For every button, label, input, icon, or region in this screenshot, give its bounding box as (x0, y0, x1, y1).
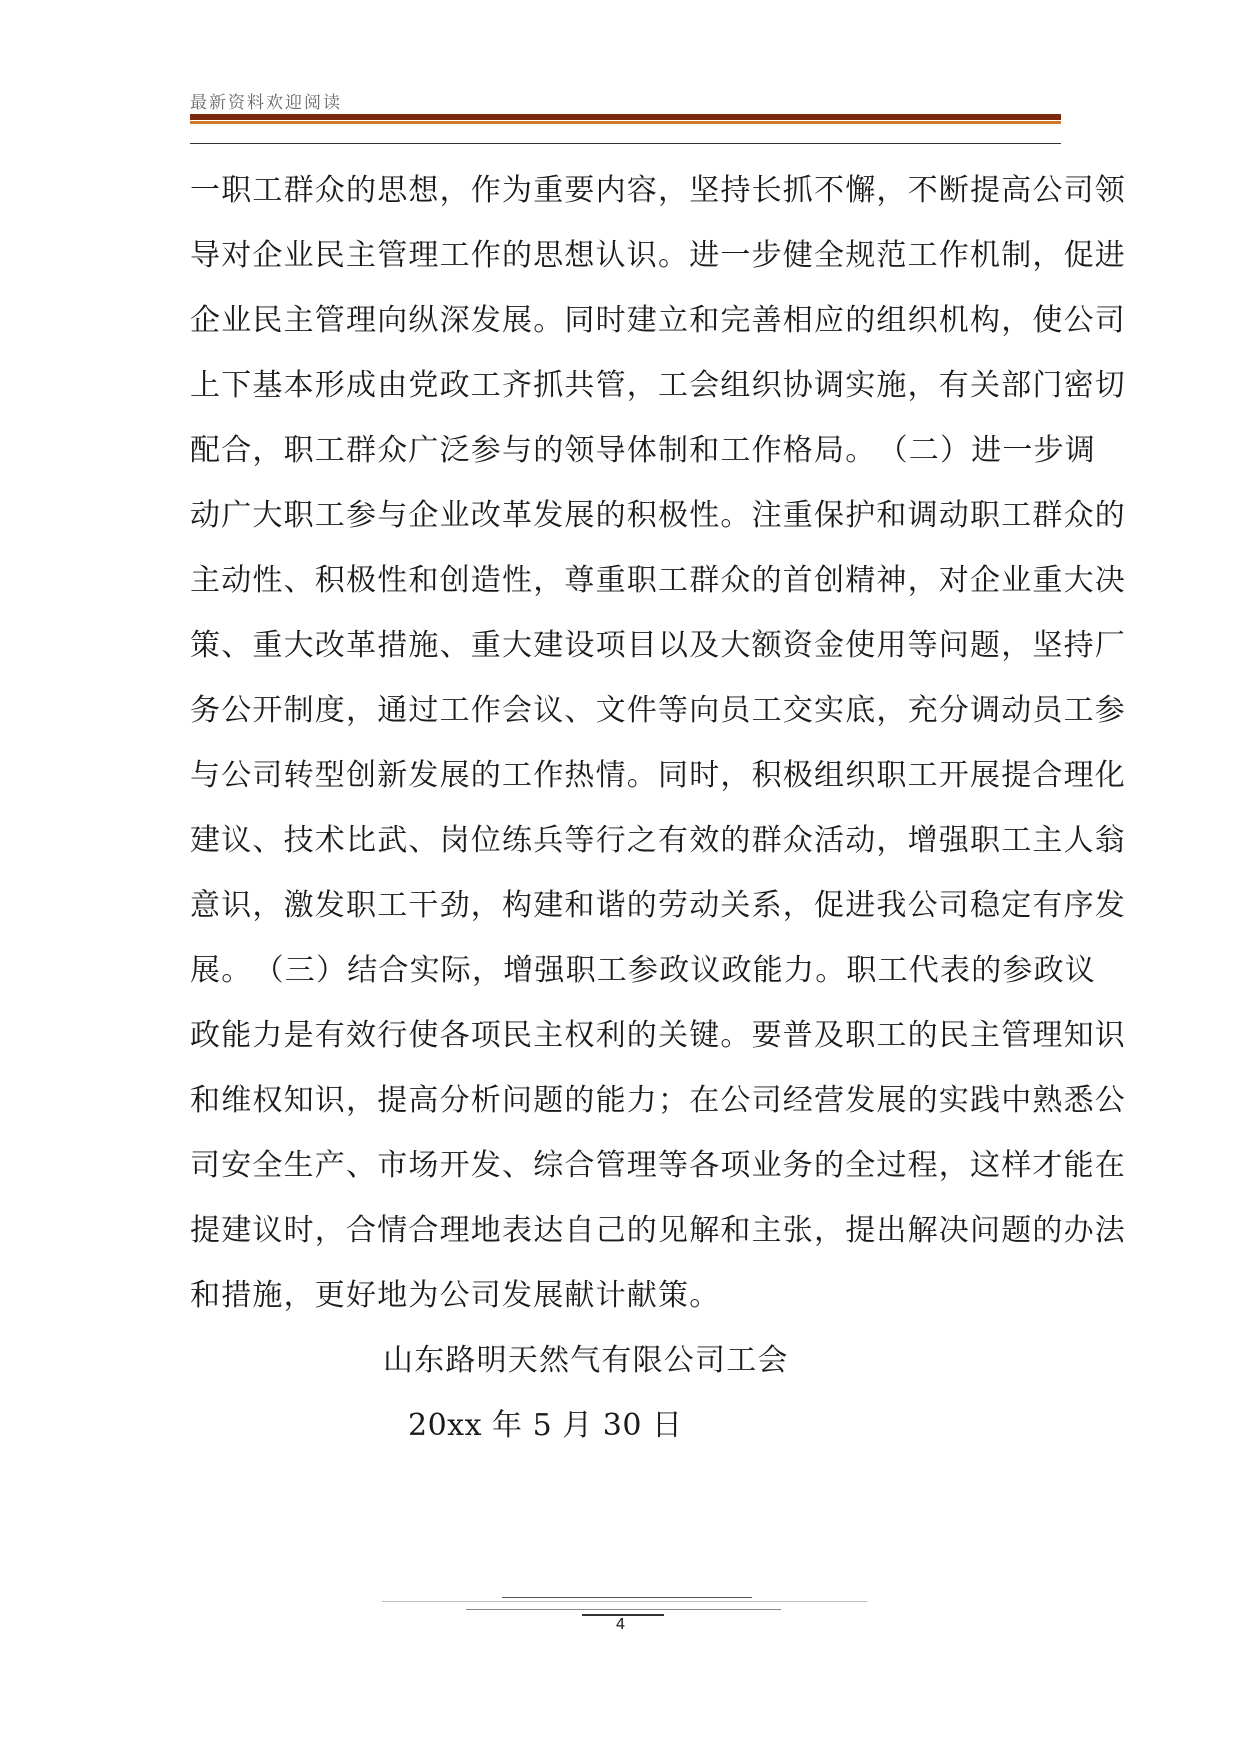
body-line: 主动性、积极性和创造性，尊重职工群众的首创精神，对企业重大决 (190, 563, 1126, 598)
body-line: 提建议时，合情合理地表达自己的见解和主张，提出解决问题的办法 (190, 1213, 1126, 1248)
body-line: 和措施，更好地为公司发展献计献策。 (190, 1278, 721, 1313)
body-line: 意识，激发职工干劲，构建和谐的劳动关系，促进我公司稳定有序发 (190, 888, 1126, 923)
footer-rule (502, 1597, 752, 1598)
signature-date: 20xx 年 5 月 30 日 (408, 1408, 683, 1443)
body-line: 司安全生产、市场开发、综合管理等各项业务的全过程，这样才能在 (190, 1148, 1126, 1183)
body-line: 动广大职工参与企业改革发展的积极性。注重保护和调动职工群众的 (190, 498, 1126, 533)
body-line: 一职工群众的思想，作为重要内容，坚持长抓不懈，不断提高公司领 (190, 173, 1126, 208)
footer-rule (466, 1609, 781, 1610)
body-line: 建议、技术比武、岗位练兵等行之有效的群众活动，增强职工主人翁 (190, 823, 1126, 858)
body-line: 上下基本形成由党政工齐抓共管，工会组织协调实施，有关部门密切 (190, 368, 1126, 403)
body-line: 政能力是有效行使各项民主权利的关键。要普及职工的民主管理知识 (190, 1018, 1126, 1053)
body-paragraph (190, 158, 1126, 1328)
signature-organization: 山东路明天然气有限公司工会 (383, 1343, 789, 1378)
body-line: 与公司转型创新发展的工作热情。同时，积极组织职工开展提合理化 (190, 758, 1126, 793)
body-line: 策、重大改革措施、重大建设项目以及大额资金使用等问题，坚持厂 (190, 628, 1126, 663)
footer-rule (382, 1601, 867, 1602)
body-line: 展。 （三）结合实际，增强职工参政议政能力。职工代表的参政议 (190, 953, 1096, 988)
page-number: 4 (615, 1615, 626, 1633)
header-rule-thin (190, 143, 1061, 144)
body-line: 和维权知识，提高分析问题的能力；在公司经营发展的实践中熟悉公 (190, 1083, 1126, 1118)
body-line: 导对企业民主管理工作的思想认识。进一步健全规范工作机制，促进 (190, 238, 1126, 273)
body-line: 配合，职工群众广泛参与的领导体制和工作格局。 （二）进一步调 (190, 433, 1096, 468)
header-rule-accent (190, 121, 1061, 124)
header-text: 最新资料欢迎阅读 (190, 93, 342, 113)
body-line: 企业民主管理向纵深发展。同时建立和完善相应的组织机构，使公司 (190, 303, 1126, 338)
header-rule-thick (190, 114, 1061, 120)
body-line: 务公开制度，通过工作会议、文件等向员工交实底，充分调动员工参 (190, 693, 1126, 728)
